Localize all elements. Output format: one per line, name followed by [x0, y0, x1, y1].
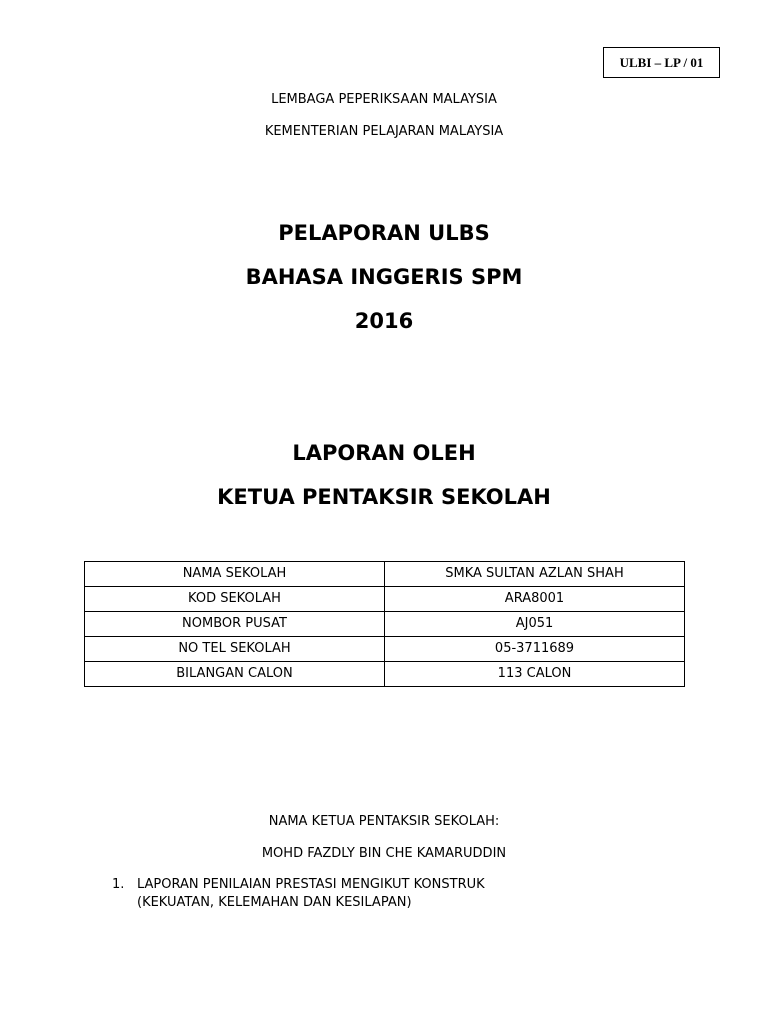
table-row: [85, 637, 685, 662]
head-assessor-name: MOHD FAZDLY BIN CHE KAMARUDDIN: [261, 846, 507, 861]
section-number: 1.: [112, 877, 125, 892]
table-row: [85, 587, 685, 612]
section-title-line-2: (KEKUATAN, KELEMAHAN DAN KESILAPAN): [137, 895, 412, 910]
header-line-1: LEMBAGA PEPERIKSAAN MALAYSIA: [271, 92, 497, 107]
table-value-cell: 113 CALON: [385, 662, 685, 687]
school-info-table: [84, 561, 685, 687]
form-code: ULBI – LP / 01: [619, 54, 704, 70]
title-line-1: PELAPORAN ULBS: [278, 221, 490, 245]
header-line-2: KEMENTERIAN PELAJARAN MALAYSIA: [264, 124, 504, 139]
table-label-cell: NAMA SEKOLAH: [85, 562, 385, 587]
section-title: [137, 876, 485, 912]
title-year: 2016: [354, 309, 414, 333]
table-label-cell: BILANGAN CALON: [85, 662, 385, 687]
table-row: [85, 612, 685, 637]
table-row: [85, 562, 685, 587]
table-value-cell: 05-3711689: [385, 637, 685, 662]
table-row: [85, 662, 685, 687]
table-label-cell: NO TEL SEKOLAH: [85, 637, 385, 662]
table-label-cell: NOMBOR PUSAT: [85, 612, 385, 637]
report-by-line-2: KETUA PENTAKSIR SEKOLAH: [217, 485, 551, 509]
table-value-cell: SMKA SULTAN AZLAN SHAH: [385, 562, 685, 587]
head-assessor-label: NAMA KETUA PENTAKSIR SEKOLAH:: [268, 814, 500, 829]
table-value-cell: AJ051: [385, 612, 685, 637]
form-code-box: [603, 47, 720, 78]
table-label-cell: KOD SEKOLAH: [85, 587, 385, 612]
section-title-line-1: LAPORAN PENILAIAN PRESTASI MENGIKUT KONSTRUK: [137, 877, 485, 892]
report-by-line-1: LAPORAN OLEH: [292, 441, 476, 465]
table-value-cell: ARA8001: [385, 587, 685, 612]
title-line-2: BAHASA INGGERIS SPM: [245, 265, 523, 289]
